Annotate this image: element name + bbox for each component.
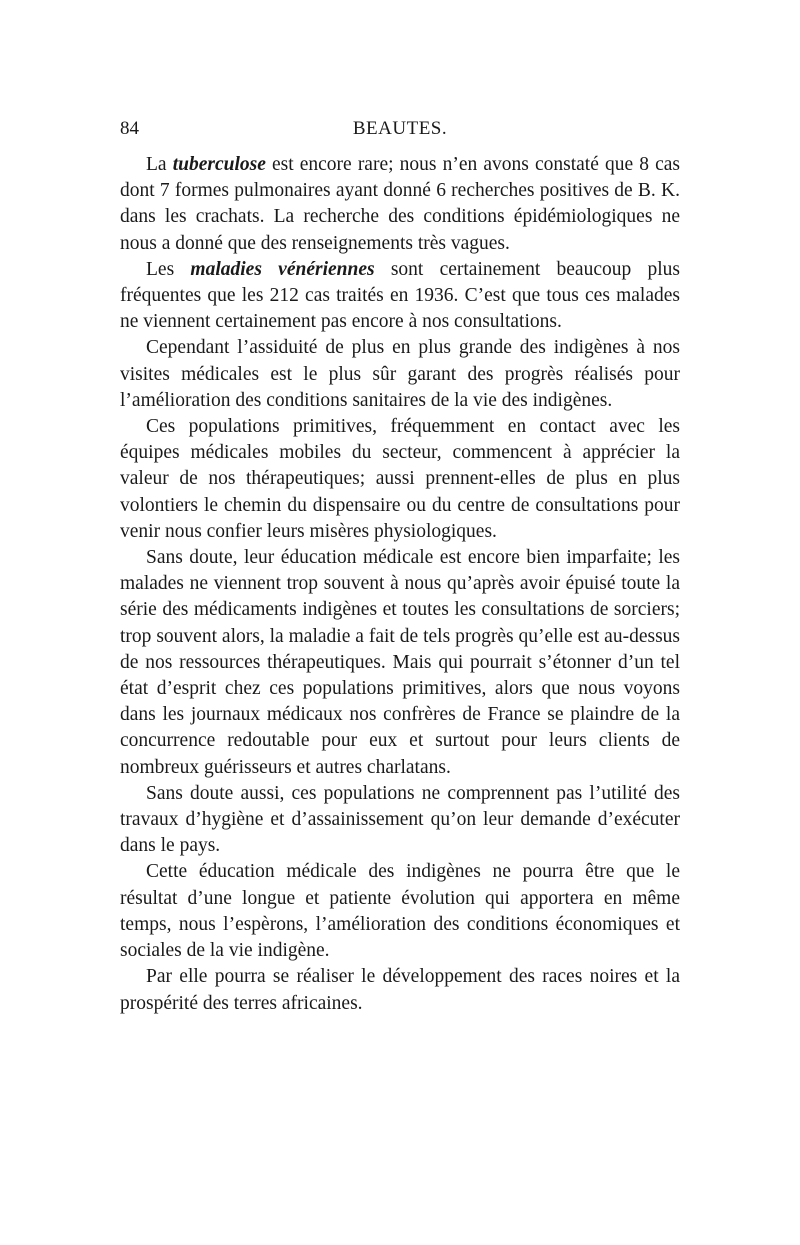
page-header xyxy=(120,118,680,146)
page-number: 84 xyxy=(120,118,139,139)
paragraph-assiduite: Cependant l’assiduité de plus en plus grande des indigènes à nos visites médicales est le plus sûr garant des progrès réalisés pour l’amélioration des conditions sanitaires de la vie des indigènes. xyxy=(120,337,680,411)
paragraph-education-medicale: Sans doute, leur éducation médicale est encore bien imparfaite; les malades ne viennent trop souvent à nous qu’après avoir épuisé toute la série des médicaments indigènes et toutes les consultations de sorciers; trop souvent alors, la maladie a fait de tels progrès qu’elle est au-dessus de nos ressources thérapeutiques. Mais qui pourrait s’étonner d’un tel état d’esprit chez ces populations primitives, alors que nous voyons dans les journaux médicaux nos confrères de France se plaindre de la concurrence redoutable pour eux et surtout pour leurs clients de nombreux guérisseurs et autres charlatans. xyxy=(120,547,680,778)
running-title: BEAUTES. xyxy=(352,118,448,139)
paragraph-conclusion: Par elle pourra se réaliser le développement des races noires et la prospérité des terres africaines. xyxy=(120,966,680,1014)
paragraph-tuberculose: La tuberculose est encore rare; nous n’en avons constaté que 8 cas dont 7 formes pulmonaires ayant donné 6 recherches positives de B. K. dans les crachats. La recherche des conditions épidémiologiques ne nous a donné que des renseignements très vagues. xyxy=(120,154,680,254)
paragraph-evolution: Cette éducation médicale des indigènes ne pourra être que le résultat d’une longue et patiente évolution qui apportera en même temps, nous l’espèrons, l’amélioration des conditions économiques et sociales de la vie indigène. xyxy=(120,861,680,962)
body-text xyxy=(120,152,680,1017)
emphasis-tuberculose: tuberculose xyxy=(172,154,266,175)
paragraph-populations-primitives: Ces populations primitives, fréquemment en contact avec les équipes médicales mobiles du secteur, commencent à apprécier la valeur de nos thérapeutiques; aussi prennent-elles de plus en plus volontiers le chemin du dispensaire ou du centre de consultations pour venir nous confier leurs misères physiologiques. xyxy=(120,416,680,542)
paragraph-maladies-veneriennes: Les maladies vénériennes sont certainement beaucoup plus fréquentes que les 212 cas traités en 1936. C’est que tous ces malades ne viennent certainement pas encore à nos consultations. xyxy=(120,258,681,333)
emphasis-maladies-veneriennes: maladies vénériennes xyxy=(190,258,375,280)
paragraph-hygiene: Sans doute aussi, ces populations ne comprennent pas l’utilité des travaux d’hygiène et d’assainissement qu’on leur demande d’exécuter dans le pays. xyxy=(120,782,680,857)
